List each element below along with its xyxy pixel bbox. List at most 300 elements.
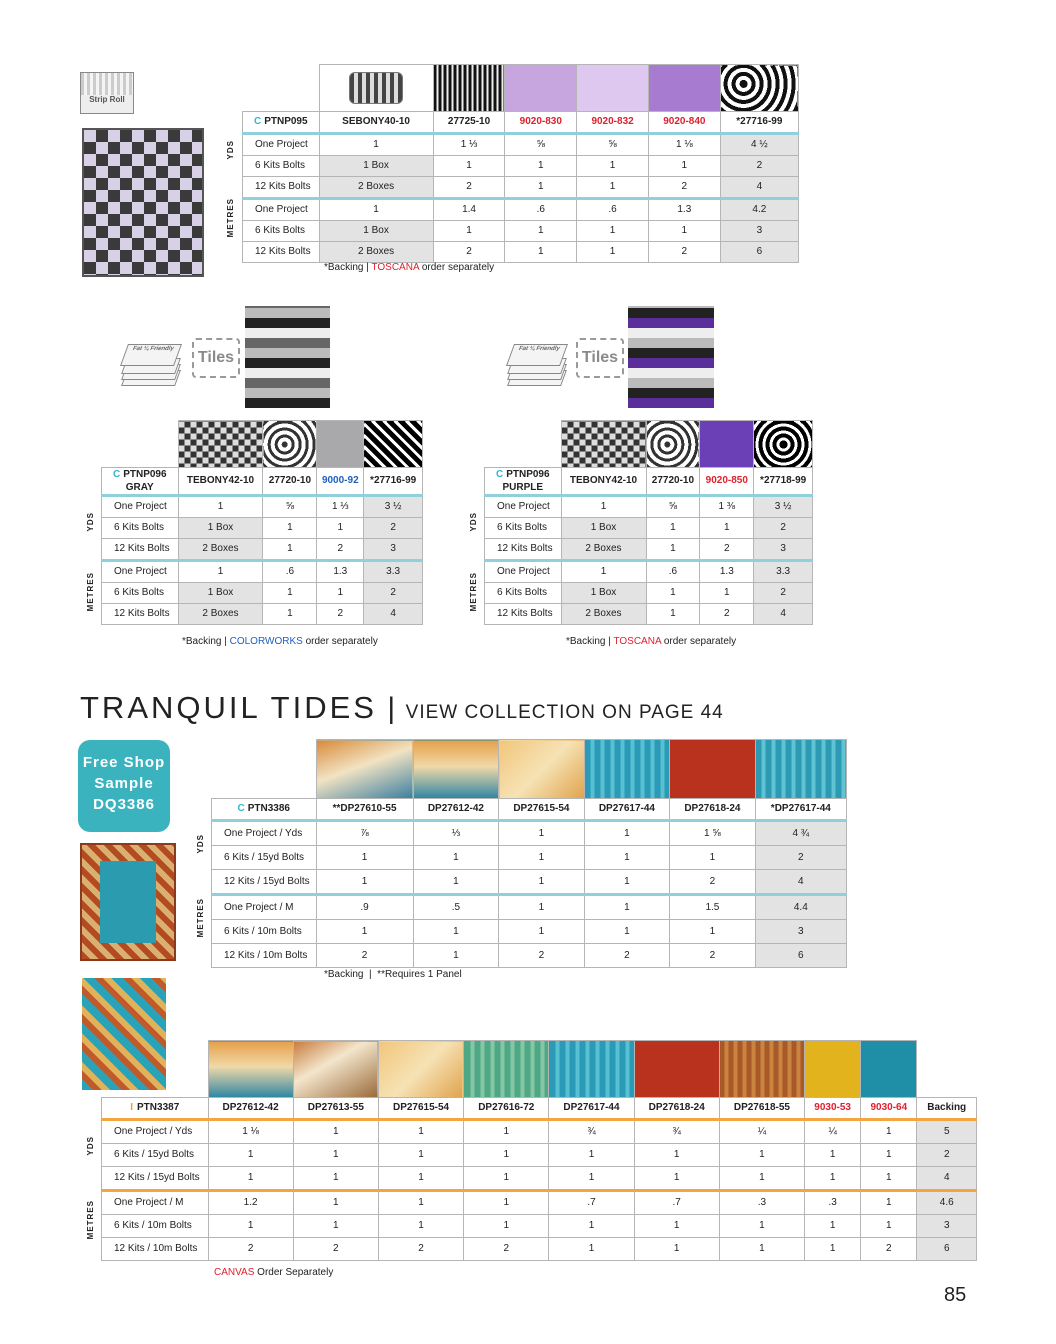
table-cell: 1 — [646, 582, 700, 603]
table-cell: 1.5 — [670, 894, 756, 919]
kit-table-ptnp095 — [242, 64, 799, 263]
fabric-swatch-green-reed — [464, 1041, 549, 1098]
fabric-swatch-leaf-print — [263, 421, 317, 468]
table-cell: 1 — [317, 582, 364, 603]
row-label: 6 Kits Bolts — [243, 220, 320, 241]
row-label: 12 Kits / 10m Bolts — [102, 1237, 209, 1260]
table-row — [243, 155, 799, 176]
table-cell: 1 — [319, 198, 433, 220]
row-label: 12 Kits / 15yd Bolts — [102, 1166, 209, 1190]
table-cell: 1 — [293, 1214, 378, 1237]
col-header: DP27617-44 — [584, 798, 670, 820]
fabric-swatch-rust — [670, 740, 756, 799]
table-cell: 1 — [505, 155, 577, 176]
fabric-swatch-violet — [700, 421, 754, 468]
table-cell: 2 Boxes — [319, 176, 433, 198]
table-cell: 1 — [433, 155, 505, 176]
col-header: DP27618-24 — [670, 798, 756, 820]
table-cell: ¾ — [549, 1119, 634, 1143]
metres-label: METRES — [86, 572, 95, 612]
page-number: 85 — [944, 1284, 967, 1306]
strip-roll-icon — [80, 72, 134, 114]
section-title: TRANQUIL TIDES — [80, 690, 377, 725]
table-row — [212, 820, 847, 845]
fabric-swatch-fat-quarter-bundle — [178, 421, 263, 468]
table-cell: 1 — [293, 1143, 378, 1166]
table-cell: ¾ — [634, 1119, 719, 1143]
fabric-swatch-teal-reed — [549, 1041, 634, 1098]
table-cell: 2 — [293, 1237, 378, 1260]
table-cell: 2 — [648, 241, 720, 262]
table-cell: .3 — [719, 1190, 804, 1214]
table-cell: 1 — [208, 1166, 293, 1190]
fabric-swatch-teal-reed-backing — [755, 740, 846, 799]
col-header: 9030-53 — [805, 1097, 861, 1119]
table-cell: ⅝ — [505, 133, 577, 155]
kit-code: C PTNP096 GRAY — [102, 467, 179, 495]
table-cell: 2 — [464, 1237, 549, 1260]
fabric-swatch-gray — [317, 421, 364, 468]
table-cell: 1 Box — [178, 517, 263, 538]
table-cell: 1 — [208, 1143, 293, 1166]
col-header: SEBONY40-10 — [319, 111, 433, 133]
table-cell: 1 — [505, 241, 577, 262]
table-cell: 4 — [754, 603, 813, 624]
swatch-row — [102, 1041, 977, 1098]
table-row — [102, 538, 423, 560]
col-header: DP27613-55 — [293, 1097, 378, 1119]
table-cell: 1 — [316, 919, 413, 943]
table-cell: 3 — [720, 220, 798, 241]
table-row — [102, 1143, 977, 1166]
col-header: *27718-99 — [754, 467, 813, 495]
backing-note: *Backing | TOSCANA order separately — [324, 262, 495, 273]
table-row — [485, 538, 813, 560]
fabric-swatch-teal-reed — [584, 740, 670, 799]
quilt-image-ptn3386 — [80, 843, 176, 961]
table-cell: 1 — [499, 845, 585, 869]
table-cell: 2 Boxes — [561, 538, 646, 560]
col-header: 27720-10 — [263, 467, 317, 495]
table-cell: 1 — [700, 582, 754, 603]
col-header: 9020-830 — [505, 111, 577, 133]
yds-label: YDS — [196, 834, 205, 854]
table-cell: 1 — [413, 869, 499, 894]
row-label: 12 Kits Bolts — [243, 176, 320, 198]
table-cell: 3 — [364, 538, 423, 560]
col-header: DP27618-24 — [634, 1097, 719, 1119]
table-cell: 1 — [549, 1214, 634, 1237]
quilt-image-gray — [245, 306, 330, 408]
table-cell: 1 — [378, 1190, 463, 1214]
table-cell: 1 — [634, 1143, 719, 1166]
table-cell: 1 — [549, 1166, 634, 1190]
table-cell: 1 — [549, 1143, 634, 1166]
table-cell: 1 — [499, 820, 585, 845]
table-cell: 3.3 — [754, 560, 813, 582]
table-cell: 1 ⅝ — [670, 820, 756, 845]
kit-table-ptnp096-gray — [101, 420, 423, 625]
fabric-swatch-tropical-leaf — [364, 421, 423, 468]
table-row — [243, 176, 799, 198]
table-cell: 1 — [584, 820, 670, 845]
row-label: One Project / Yds — [102, 1119, 209, 1143]
col-header: DP27617-44 — [549, 1097, 634, 1119]
table-cell: .5 — [413, 894, 499, 919]
table-cell: 1 — [378, 1119, 463, 1143]
section-divider: | — [387, 692, 396, 725]
row-label: One Project — [485, 560, 562, 582]
table-cell: 1 — [293, 1166, 378, 1190]
table-cell: 1 — [263, 582, 317, 603]
table-cell: 1 — [648, 155, 720, 176]
kit-code: C PTNP095 — [243, 111, 320, 133]
table-cell: 1 — [584, 869, 670, 894]
table-cell: 2 — [861, 1237, 917, 1260]
table-cell: 1 — [316, 845, 413, 869]
table-cell: 1 — [861, 1166, 917, 1190]
table-cell: 5 — [917, 1119, 977, 1143]
table-row — [102, 1237, 977, 1260]
col-header: DP27616-72 — [464, 1097, 549, 1119]
table-cell: 1.3 — [648, 198, 720, 220]
table-row — [102, 582, 423, 603]
table-cell: 2 Boxes — [319, 241, 433, 262]
table-cell: 1 — [634, 1237, 719, 1260]
col-header: *DP27617-44 — [755, 798, 846, 820]
table-cell: 1 — [861, 1190, 917, 1214]
table-cell: 2 — [316, 943, 413, 967]
table-cell: 1 — [464, 1190, 549, 1214]
row-label: One Project / Yds — [212, 820, 317, 845]
section-subtitle: VIEW COLLECTION ON PAGE 44 — [405, 702, 724, 723]
table-cell: 2 — [917, 1143, 977, 1166]
table-cell: 2 — [433, 241, 505, 262]
fat-quarter-friendly-icon: Fat ¼ Friendly — [510, 340, 568, 388]
table-cell: 1 — [584, 845, 670, 869]
col-header: 27725-10 — [433, 111, 505, 133]
table-cell: 1 — [378, 1214, 463, 1237]
table-cell: 1 — [413, 919, 499, 943]
row-label: One Project / M — [212, 894, 317, 919]
metres-label: METRES — [196, 898, 205, 938]
table-cell: ⅝ — [263, 495, 317, 517]
table-row — [485, 517, 813, 538]
table-cell: 4.6 — [917, 1190, 977, 1214]
table-row — [485, 495, 813, 517]
table-cell: 1 — [208, 1214, 293, 1237]
table-cell: 2 — [700, 603, 754, 624]
fabric-swatch-rust — [634, 1041, 719, 1098]
table-cell: 6 — [917, 1237, 977, 1260]
row-label: 12 Kits / 15yd Bolts — [212, 869, 317, 894]
table-cell: 1 — [464, 1166, 549, 1190]
col-header: 9020-832 — [577, 111, 649, 133]
table-cell: 4.4 — [755, 894, 846, 919]
fabric-swatch-stripe — [433, 65, 505, 112]
kit-table-ptn3386 — [211, 739, 847, 968]
table-cell: 1 — [263, 517, 317, 538]
table-cell: 1.3 — [317, 560, 364, 582]
row-label: One Project — [243, 133, 320, 155]
fabric-swatch-lavender-pale — [577, 65, 649, 112]
table-cell: .6 — [505, 198, 577, 220]
col-header: DP27615-54 — [378, 1097, 463, 1119]
row-label: 6 Kits / 15yd Bolts — [212, 845, 317, 869]
table-cell: 3 ½ — [364, 495, 423, 517]
row-label: 12 Kits Bolts — [485, 538, 562, 560]
row-label: 12 Kits Bolts — [243, 241, 320, 262]
table-cell: 1 — [805, 1166, 861, 1190]
table-cell: 1 — [263, 603, 317, 624]
table-row — [212, 869, 847, 894]
table-cell: 1 — [648, 220, 720, 241]
table-row — [102, 1214, 977, 1237]
quilt-image-purple — [628, 306, 714, 408]
table-cell: 2 — [208, 1237, 293, 1260]
table-row — [102, 1166, 977, 1190]
fabric-swatch-floral-bw — [754, 421, 813, 468]
table-cell: 1 Box — [319, 220, 433, 241]
table-row — [102, 560, 423, 582]
table-cell: 2 — [378, 1237, 463, 1260]
table-cell: 2 — [670, 869, 756, 894]
table-cell: 3 — [917, 1214, 977, 1237]
table-cell: 1 — [499, 869, 585, 894]
swatch-row — [212, 740, 847, 799]
strip-roll-label: Strip Roll — [89, 95, 125, 104]
table-row — [102, 1119, 977, 1143]
col-header: 9020-840 — [648, 111, 720, 133]
table-cell: .9 — [316, 894, 413, 919]
fabric-swatch-leaf-print — [646, 421, 700, 468]
table-cell: 1 — [178, 560, 263, 582]
table-cell: 1 — [378, 1143, 463, 1166]
table-cell: 1 — [577, 155, 649, 176]
kit-code: C PTN3386 — [212, 798, 317, 820]
table-cell: 4 — [720, 176, 798, 198]
table-row — [102, 517, 423, 538]
table-cell: 2 — [720, 155, 798, 176]
table-cell: 1 — [646, 517, 700, 538]
col-header: DP27612-42 — [208, 1097, 293, 1119]
table-cell: 1 — [505, 176, 577, 198]
col-header: 27720-10 — [646, 467, 700, 495]
tiles-pattern-label: Tiles — [192, 338, 240, 378]
table-cell: 1.3 — [700, 560, 754, 582]
kit-note: *Backing | **Requires 1 Panel — [324, 969, 462, 980]
table-row — [243, 198, 799, 220]
row-label: One Project — [243, 198, 320, 220]
table-cell: 1 — [293, 1190, 378, 1214]
table-cell: 1 ⅛ — [208, 1119, 293, 1143]
table-cell: .6 — [263, 560, 317, 582]
row-label: 6 Kits Bolts — [485, 582, 562, 603]
table-cell: 1 — [293, 1119, 378, 1143]
row-label: 12 Kits Bolts — [102, 603, 179, 624]
table-cell: 1 — [413, 845, 499, 869]
table-row — [212, 894, 847, 919]
row-label: One Project / M — [102, 1190, 209, 1214]
table-cell: 1 — [861, 1214, 917, 1237]
table-cell: 1 — [670, 845, 756, 869]
row-label: 6 Kits Bolts — [102, 517, 179, 538]
fabric-swatch-sunset-watercolor — [378, 1041, 463, 1098]
table-cell: 1 — [577, 176, 649, 198]
header-row — [243, 111, 799, 133]
backing-note: *Backing | TOSCANA order separately — [566, 636, 737, 647]
table-cell: 2 Boxes — [561, 603, 646, 624]
col-header: 9030-64 — [861, 1097, 917, 1119]
table-cell: 1 — [505, 220, 577, 241]
fabric-swatch-pelican-panel — [316, 740, 413, 799]
table-cell: 1 — [499, 894, 585, 919]
fabric-swatch-teal-canvas — [861, 1041, 917, 1098]
table-cell: 1 — [861, 1119, 917, 1143]
table-cell: 1 — [805, 1214, 861, 1237]
table-cell: ¼ — [805, 1119, 861, 1143]
table-row — [485, 603, 813, 624]
table-cell: 3 — [755, 919, 846, 943]
col-header: *27716-99 — [720, 111, 798, 133]
table-cell: 2 — [433, 176, 505, 198]
table-cell: 1 — [464, 1214, 549, 1237]
table-cell: 1 — [577, 220, 649, 241]
table-cell: 1 — [719, 1166, 804, 1190]
col-header: DP27618-55 — [719, 1097, 804, 1119]
row-label: One Project — [102, 495, 179, 517]
col-header: DP27612-42 — [413, 798, 499, 820]
table-cell: 1 — [413, 943, 499, 967]
row-label: One Project — [485, 495, 562, 517]
table-cell: 1 Box — [561, 517, 646, 538]
fabric-swatch-seascape — [413, 740, 499, 799]
row-label: 6 Kits Bolts — [243, 155, 320, 176]
table-cell: 4 ½ — [720, 133, 798, 155]
table-row — [212, 845, 847, 869]
metres-label: METRES — [86, 1200, 95, 1240]
fabric-swatch-purple — [648, 65, 720, 112]
table-cell: 2 — [364, 582, 423, 603]
table-cell: 1 — [549, 1237, 634, 1260]
row-label: 12 Kits Bolts — [485, 603, 562, 624]
col-header: DP27615-54 — [499, 798, 585, 820]
row-label: One Project — [102, 560, 179, 582]
canvas-note: CANVAS Order Separately — [214, 1267, 334, 1278]
yds-label: YDS — [86, 512, 95, 532]
table-cell: .6 — [646, 560, 700, 582]
col-header: **DP27610-55 — [316, 798, 413, 820]
header-row — [485, 467, 813, 495]
row-label: 12 Kits / 10m Bolts — [212, 943, 317, 967]
table-cell: 1 — [316, 869, 413, 894]
table-cell: .3 — [805, 1190, 861, 1214]
table-cell: 2 — [648, 176, 720, 198]
table-cell: 4 ¾ — [755, 820, 846, 845]
header-row — [212, 798, 847, 820]
table-cell: 1.2 — [208, 1190, 293, 1214]
table-cell: 2 — [670, 943, 756, 967]
table-cell: 4 — [755, 869, 846, 894]
table-cell: 6 — [755, 943, 846, 967]
table-cell: 1 — [464, 1119, 549, 1143]
table-cell: .6 — [577, 198, 649, 220]
yds-label: YDS — [469, 512, 478, 532]
table-cell: 2 — [754, 582, 813, 603]
table-cell: 1 — [719, 1214, 804, 1237]
table-row — [243, 133, 799, 155]
fabric-swatch-seascape — [208, 1041, 293, 1098]
table-row — [485, 560, 813, 582]
table-cell: 1 — [561, 560, 646, 582]
fat-quarter-friendly-icon: Fat ¼ Friendly — [124, 340, 182, 388]
swatch-row — [485, 421, 813, 468]
fabric-swatch-strip-roll — [319, 65, 433, 112]
table-cell: 1 — [719, 1237, 804, 1260]
quilt-image-ptnp095 — [82, 128, 204, 277]
table-cell: 2 — [754, 517, 813, 538]
table-cell: ¼ — [719, 1119, 804, 1143]
table-cell: 2 — [317, 603, 364, 624]
table-row — [243, 241, 799, 262]
col-header: TEBONY42-10 — [178, 467, 263, 495]
table-cell: 2 — [755, 845, 846, 869]
table-cell: 4 — [364, 603, 423, 624]
table-row — [212, 943, 847, 967]
table-cell: ⅝ — [577, 133, 649, 155]
table-cell: 1 — [263, 538, 317, 560]
free-shop-sample-badge: Free Shop Sample DQ3386 — [78, 740, 170, 832]
fabric-swatch-gold-canvas — [805, 1041, 861, 1098]
col-header: 9000-92 — [317, 467, 364, 495]
table-cell: 1 — [700, 517, 754, 538]
swatch-row — [102, 421, 423, 468]
table-cell: 2 — [364, 517, 423, 538]
table-cell: 4.2 — [720, 198, 798, 220]
section-heading — [80, 690, 724, 726]
table-cell: 1 — [378, 1166, 463, 1190]
kit-table-ptn3387 — [101, 1040, 977, 1261]
table-cell: 1 — [634, 1166, 719, 1190]
yds-label: YDS — [86, 1136, 95, 1156]
fabric-swatch-sunset-watercolor — [499, 740, 585, 799]
table-cell: 1.4 — [433, 198, 505, 220]
table-cell: ⅓ — [413, 820, 499, 845]
backing-note: *Backing | COLORWORKS order separately — [182, 636, 378, 647]
table-cell: 1 Box — [319, 155, 433, 176]
table-cell: 1 — [646, 603, 700, 624]
swatch-row — [243, 65, 799, 112]
header-row — [102, 1097, 977, 1119]
col-header: Backing — [917, 1097, 977, 1119]
table-cell: 1 — [319, 133, 433, 155]
tiles-pattern-label: Tiles — [576, 338, 624, 378]
table-row — [102, 1190, 977, 1214]
kit-code: I PTN3387 — [102, 1097, 209, 1119]
table-cell: 3 ½ — [754, 495, 813, 517]
table-cell: 1 — [561, 495, 646, 517]
fabric-swatch-floral-bw — [720, 65, 798, 112]
table-row — [485, 582, 813, 603]
table-cell: 1 — [719, 1143, 804, 1166]
col-header: TEBONY42-10 — [561, 467, 646, 495]
header-row — [102, 467, 423, 495]
row-label: 6 Kits / 10m Bolts — [212, 919, 317, 943]
table-row — [102, 603, 423, 624]
table-cell: 2 Boxes — [178, 538, 263, 560]
table-cell: 1 — [433, 220, 505, 241]
table-cell: 1 — [646, 538, 700, 560]
